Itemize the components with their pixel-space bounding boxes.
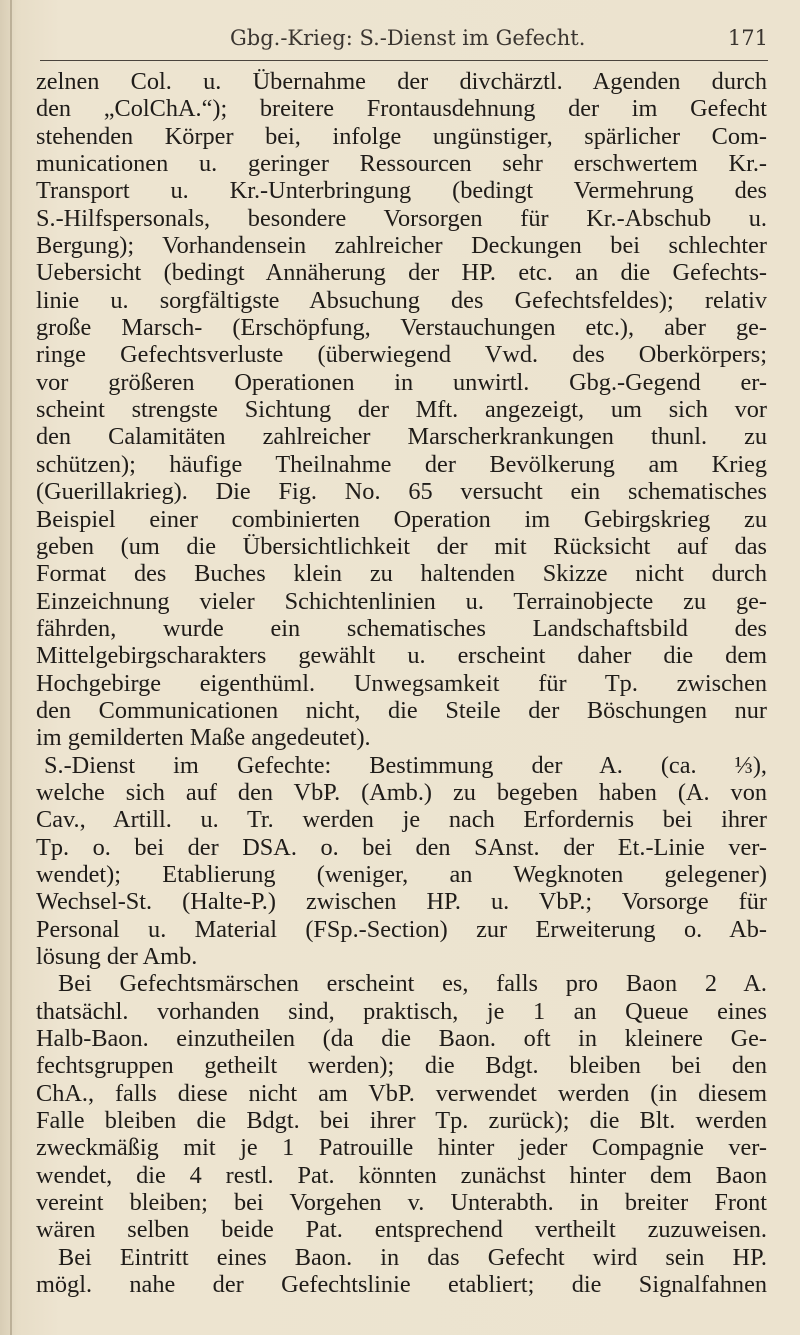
text-line: Halb-Baon. einzutheilen (da die Baon. oft in kleinere Ge- — [36, 1025, 767, 1053]
text-line: den „ColChA.“); breitere Frontausdehnung der im Gefecht — [36, 95, 767, 123]
text-line: (Guerillakrieg). Die Fig. No. 65 versucht ein schematisches — [36, 478, 767, 506]
binding-gutter — [10, 0, 12, 1335]
paragraph-start-line: Bei Gefechtsmärschen erscheint es, falls pro Baon 2 A. — [58, 970, 767, 998]
header-rule — [40, 60, 768, 61]
text-line: zweckmäßig mit je 1 Patrouille hinter jeder Compagnie ver- — [36, 1134, 767, 1162]
body-text — [36, 68, 767, 1298]
text-line: Bergung); Vorhandensein zahlreicher Deckungen bei schlechter — [36, 232, 767, 260]
text-line: den Calamitäten zahlreicher Marscherkrankungen thunl. zu — [36, 423, 767, 451]
text-line: Beispiel einer combinierten Operation im Gebirgskrieg zu — [36, 505, 767, 533]
paragraph-start-line: Bei Eintritt eines Baon. in das Gefecht wird sein HP. — [58, 1243, 767, 1271]
text-line: geben (um die Übersichtlichkeit der mit Rücksicht auf das — [36, 532, 767, 560]
running-title: Gbg.-Krieg: S.-Dienst im Gefecht. — [230, 26, 586, 50]
text-line: Einzeichnung vieler Schichtenlinien u. Terrainobjecte zu ge- — [36, 587, 767, 615]
text-line: municationen u. geringer Ressourcen sehr erschwertem Kr.- — [36, 150, 767, 178]
text-line: lösung der Amb. — [36, 943, 198, 970]
text-line: Format des Buches klein zu haltenden Skizze nicht durch — [36, 560, 767, 588]
text-line: Uebersicht (bedingt Annäherung der HP. etc. an die Gefechts- — [36, 259, 767, 287]
text-line: Mittelgebirgscharakters gewählt u. erscheint daher die dem — [36, 642, 767, 670]
text-line: vereint bleiben; bei Vorgehen v. Unterabth. in breiter Front — [36, 1189, 767, 1217]
text-line: Personal u. Material (FSp.-Section) zur Erweiterung o. Ab- — [36, 915, 767, 943]
text-line: fährden, wurde ein schematisches Landschaftsbild des — [36, 614, 767, 642]
text-line: Falle bleiben die Bdgt. bei ihrer Tp. zurück); die Blt. werden — [36, 1107, 767, 1135]
section-heading-line: S.-Dienst im Gefechte: Bestimmung der A. (ca. ⅓), — [44, 751, 767, 779]
text-line: ChA., falls diese nicht am VbP. verwendet werden (in diesem — [36, 1079, 767, 1107]
text-line: im gemilderten Maße angedeutet). — [36, 724, 371, 752]
text-line: Cav., Artill. u. Tr. werden je nach Erfordernis bei ihrer — [36, 806, 767, 834]
text-line: wendet); Etablierung (weniger, an Wegknoten gelegener) — [36, 860, 767, 888]
text-line: linie u. sorgfältigste Absuchung des Gefechtsfeldes); relativ — [36, 286, 767, 314]
text-line: ringe Gefechtsverluste (überwiegend Vwd. des Oberkörpers; — [36, 341, 767, 369]
text-line: welche sich auf den VbP. (Amb.) zu begeben haben (A. von — [36, 778, 767, 806]
text-line: fechtsgruppen getheilt werden); die Bdgt. bleiben bei den — [36, 1052, 767, 1080]
text-line: stehenden Körper bei, infolge ungünstiger, spärlicher Com- — [36, 122, 767, 150]
text-line: Tp. o. bei der DSA. o. bei den SAnst. der Et.-Linie ver- — [36, 833, 767, 861]
text-line: Hochgebirge eigenthüml. Unwegsamkeit für Tp. zwischen — [36, 669, 767, 697]
text-line: wendet, die 4 restl. Pat. könnten zunächst hinter dem Baon — [36, 1161, 767, 1189]
text-line: wären selben beide Pat. entsprechend vertheilt zuzuweisen. — [36, 1216, 767, 1244]
text-line: große Marsch- (Erschöpfung, Verstauchungen etc.), aber ge- — [36, 314, 767, 342]
text-line: zelnen Col. u. Übernahme der divchärztl. Agenden durch — [36, 68, 767, 95]
text-line: mögl. nahe der Gefechtslinie etabliert; die Signalfahnen — [36, 1271, 767, 1299]
page-number: 171 — [727, 26, 768, 50]
text-line: Wechsel-St. (Halte-P.) zwischen HP. u. VbP.; Vorsorge für — [36, 888, 767, 916]
text-line: Transport u. Kr.-Unterbringung (bedingt Vermehrung des — [36, 177, 767, 205]
text-line: den Communicationen nicht, die Steile der Böschungen nur — [36, 696, 767, 724]
text-line: thatsächl. vorhanden sind, praktisch, je 1 an Queue eines — [36, 997, 767, 1025]
running-head — [40, 22, 770, 56]
text-line: scheint strengste Sichtung der Mft. angezeigt, um sich vor — [36, 396, 767, 424]
text-line: schützen); häufige Theilnahme der Bevölkerung am Krieg — [36, 450, 767, 478]
text-line: vor größeren Operationen in unwirtl. Gbg.-Gegend er- — [36, 368, 767, 396]
text-line: S.-Hilfspersonals, besondere Vorsorgen für Kr.-Abschub u. — [36, 204, 767, 232]
